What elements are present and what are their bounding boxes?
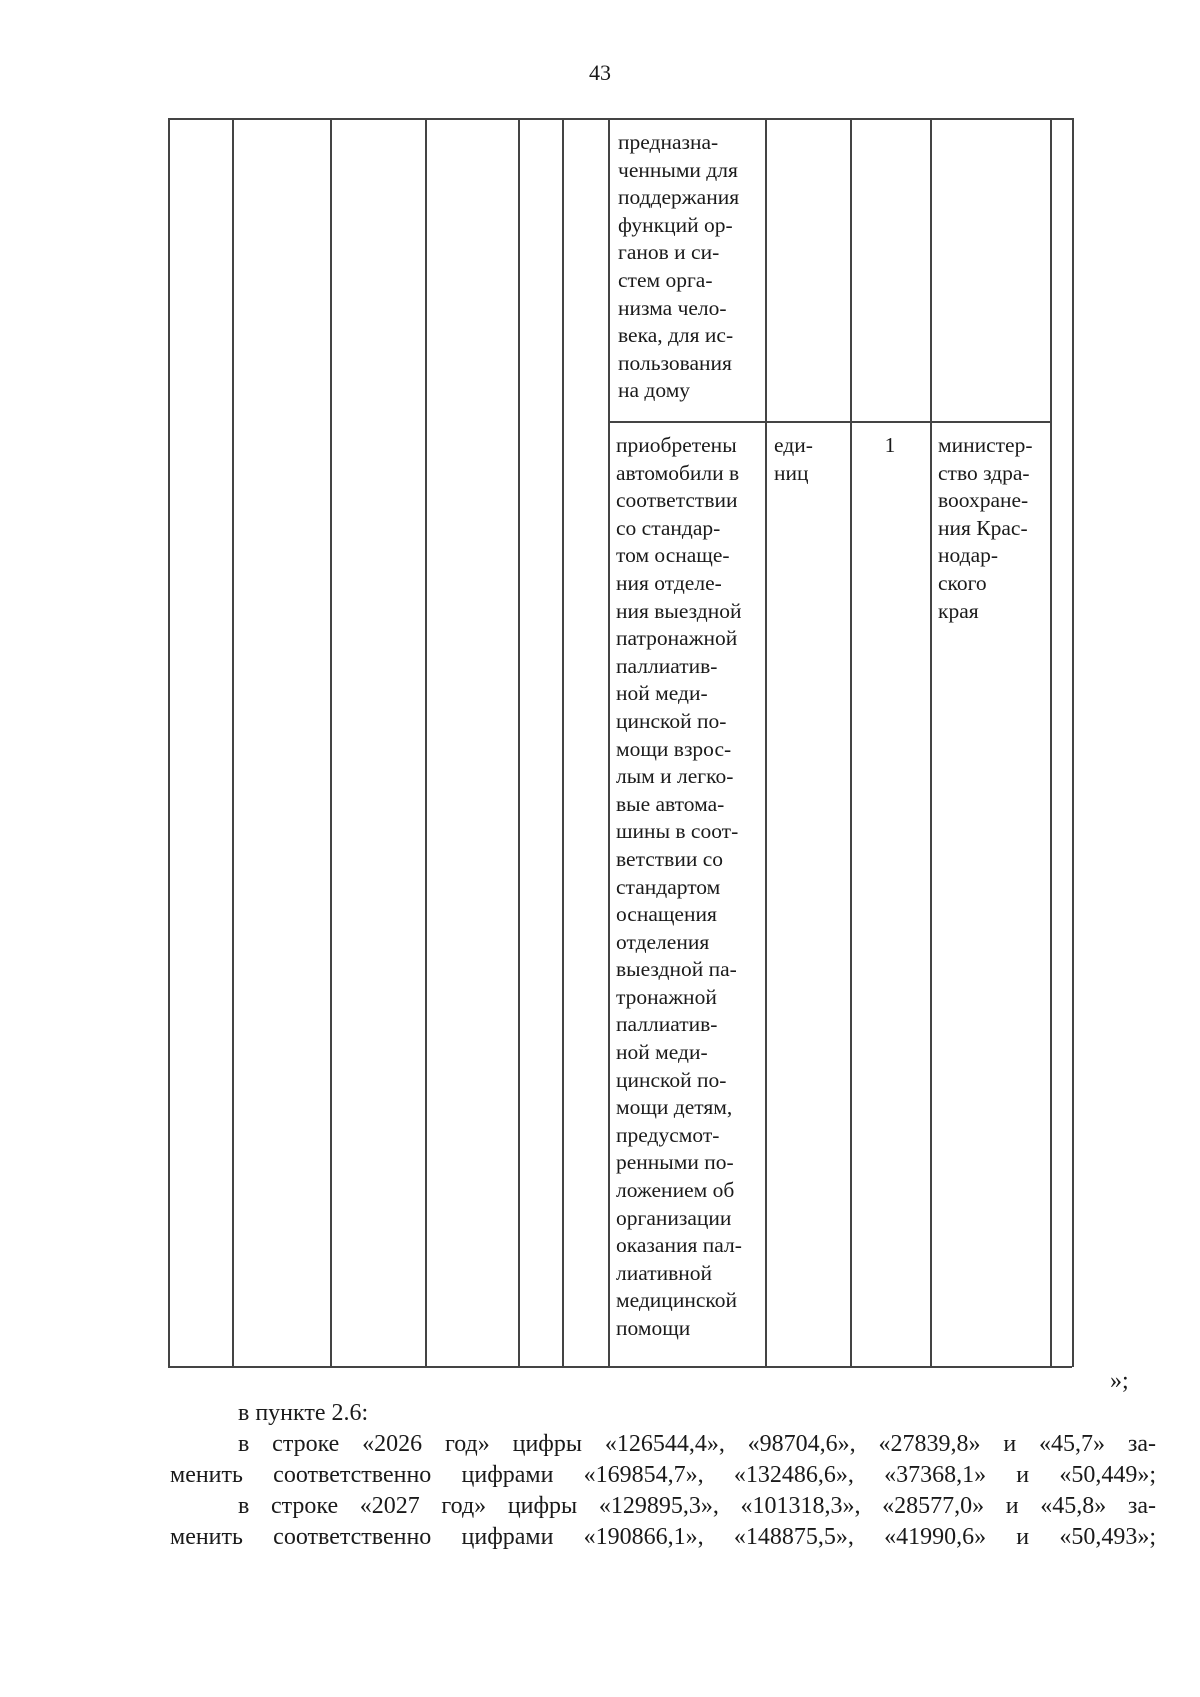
row1-description-cell bbox=[618, 129, 739, 405]
table-top-border bbox=[168, 118, 1072, 120]
row2-description-line: ния отделе- bbox=[616, 570, 722, 595]
row2-responsible-line: ния Крас- bbox=[938, 515, 1028, 540]
column-divider bbox=[330, 118, 332, 1367]
amendment-text bbox=[170, 1398, 1156, 1553]
row2-responsible-line: нодар- bbox=[938, 543, 999, 568]
paragraph-line: менить соответственно цифрами «190866,1», «148875,5», «41990,6» и «50,493»; bbox=[170, 1524, 1156, 1550]
table-right-border bbox=[1072, 118, 1074, 1367]
row2-description-line: ложением об bbox=[616, 1178, 735, 1203]
row2-description-line: лиативной bbox=[616, 1260, 713, 1285]
row2-description-line: шины в соот- bbox=[616, 819, 739, 844]
row2-description-line: соответствии bbox=[616, 488, 738, 513]
column-divider bbox=[850, 118, 852, 1367]
row1-description-line: на дому bbox=[618, 378, 691, 403]
column-divider bbox=[562, 118, 564, 1367]
row2-unit-line: еди- bbox=[774, 433, 813, 457]
row2-description-line: отделения bbox=[616, 929, 710, 954]
row1-description-line: пользования bbox=[618, 350, 732, 375]
row2-description-line: выездной па- bbox=[616, 957, 737, 982]
row2-description-line: том оснаще- bbox=[616, 543, 730, 568]
row2-description-line: ния выездной bbox=[616, 598, 742, 623]
row2-description-line: оказания пал- bbox=[616, 1233, 742, 1258]
row2-description-line: мощи детям, bbox=[616, 1095, 733, 1120]
row2-description-line: паллиатив- bbox=[616, 653, 718, 678]
row2-description-cell bbox=[616, 432, 742, 1343]
page-number: 43 bbox=[589, 60, 611, 85]
row2-description-line: организации bbox=[616, 1205, 732, 1230]
row2-description-line: помощи bbox=[616, 1316, 691, 1340]
column-divider bbox=[930, 118, 932, 1367]
row1-description-line: стем орга- bbox=[618, 267, 713, 292]
row2-unit-line: ниц bbox=[774, 460, 809, 485]
row2-description-line: ной меди- bbox=[616, 681, 708, 706]
row2-description-line: мощи взрос- bbox=[616, 736, 732, 761]
column-divider bbox=[1050, 118, 1052, 1367]
row2-description-line: автомобили в bbox=[616, 460, 740, 485]
row2-responsible-line: ство здра- bbox=[938, 460, 1030, 485]
row2-description-line: предусмот- bbox=[616, 1122, 720, 1147]
row2-description-line: патронажной bbox=[616, 626, 738, 651]
row2-description-line: лым и легко- bbox=[616, 764, 734, 789]
row1-description-line: ченными для bbox=[618, 157, 738, 182]
row2-description-line: цинской по- bbox=[616, 708, 727, 733]
row2-description-line: цинской по- bbox=[616, 1067, 727, 1092]
row1-description-line: века, для ис- bbox=[618, 323, 734, 348]
row1-description-line: предназна- bbox=[618, 130, 719, 154]
paragraph-line: менить соответственно цифрами «169854,7», «132486,6», «37368,1» и «50,449»; bbox=[170, 1462, 1156, 1488]
column-divider bbox=[425, 118, 427, 1367]
row-divider bbox=[608, 421, 1050, 423]
row2-description-line: со стандар- bbox=[616, 515, 721, 540]
paragraph-heading: в пункте 2.6: bbox=[238, 1400, 369, 1426]
row2-description-line: вые автома- bbox=[616, 791, 725, 816]
row2-responsible-line: края bbox=[938, 598, 979, 623]
column-divider bbox=[232, 118, 234, 1367]
row1-description-line: поддержания bbox=[618, 185, 740, 210]
row2-description-line: тронажной bbox=[616, 984, 717, 1009]
column-divider bbox=[765, 118, 767, 1367]
column-divider bbox=[608, 118, 610, 1367]
row2-value: 1 bbox=[884, 433, 896, 457]
column-divider bbox=[518, 118, 520, 1367]
row2-description-line: ветствии со bbox=[616, 846, 723, 871]
row1-description-line: функций ор- bbox=[618, 212, 733, 237]
row2-value-cell bbox=[850, 432, 930, 460]
closing-quote-mark: »; bbox=[1110, 1368, 1129, 1394]
row2-description-line: приобретены bbox=[616, 433, 737, 457]
row2-description-line: медицинской bbox=[616, 1288, 737, 1313]
table-bottom-border bbox=[168, 1366, 1072, 1368]
row2-description-line: ной меди- bbox=[616, 1040, 708, 1065]
row1-description-line: ганов и си- bbox=[618, 240, 720, 265]
row2-description-line: оснащения bbox=[616, 902, 717, 927]
row2-description-line: паллиатив- bbox=[616, 1012, 718, 1037]
row2-description-line: ренными по- bbox=[616, 1150, 734, 1175]
row2-unit-cell bbox=[774, 432, 813, 487]
paragraph-line: в строке «2027 год» цифры «129895,3», «101318,3», «28577,0» и «45,8» за- bbox=[238, 1493, 1156, 1519]
row1-description-line: низма чело- bbox=[618, 295, 727, 320]
row2-responsible-line: ского bbox=[938, 570, 987, 595]
row2-responsible-line: воохране- bbox=[938, 488, 1029, 513]
row2-responsible-cell bbox=[938, 432, 1033, 625]
table-left-border bbox=[168, 118, 170, 1367]
row2-responsible-line: министер- bbox=[938, 433, 1033, 457]
paragraph-line: в строке «2026 год» цифры «126544,4», «98704,6», «27839,8» и «45,7» за- bbox=[238, 1431, 1156, 1457]
row2-description-line: стандартом bbox=[616, 874, 721, 899]
